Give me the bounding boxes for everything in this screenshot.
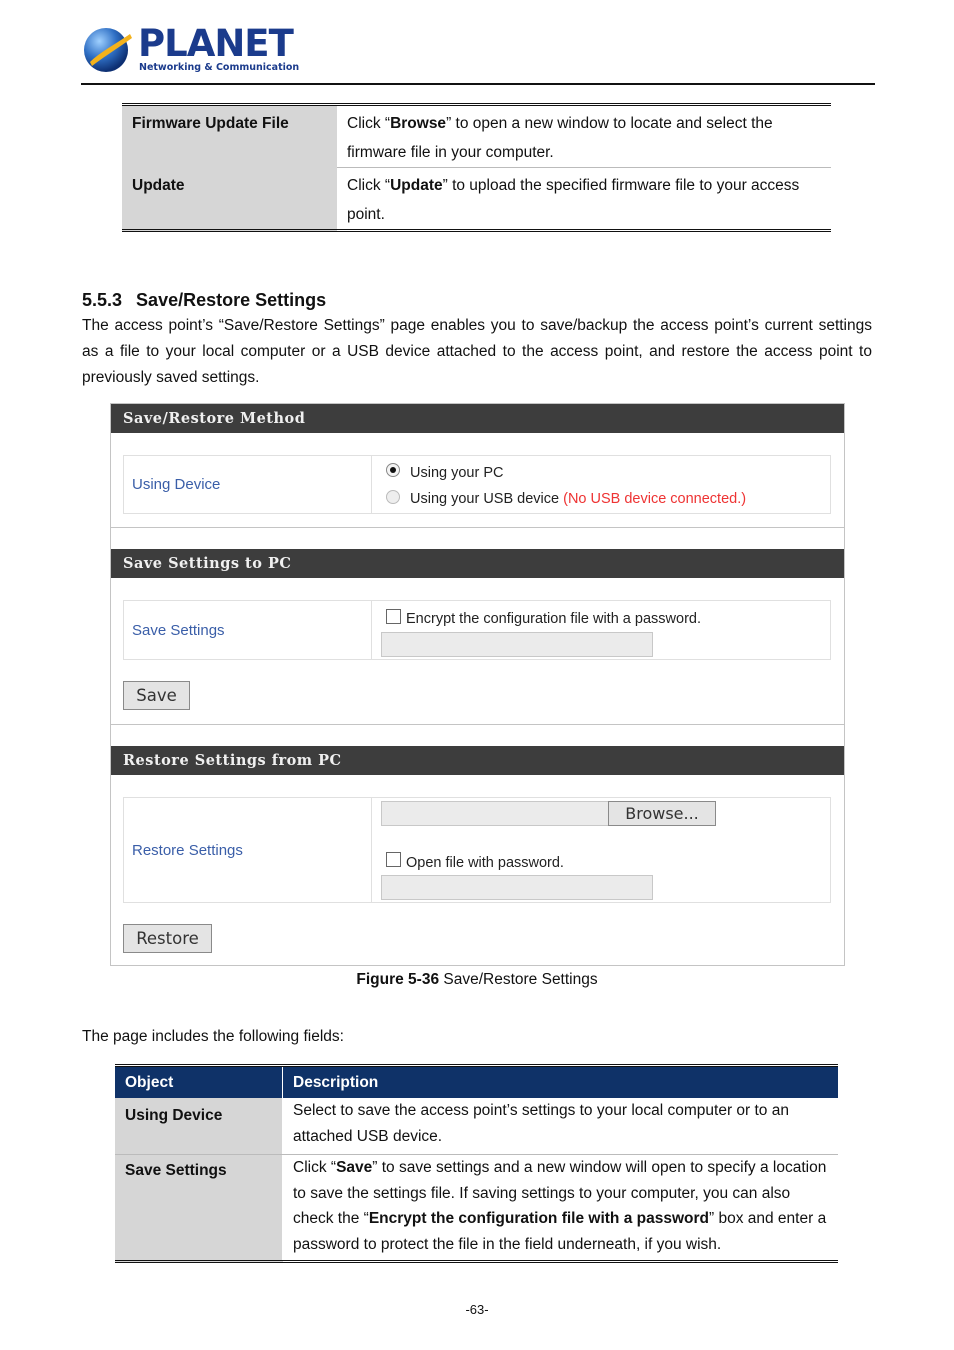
restore-settings-label: Restore Settings [124,798,372,902]
encrypt-password-field[interactable] [381,632,653,657]
panel-divider [111,724,844,725]
panel-divider [111,527,844,528]
header-object: Object [115,1066,283,1099]
open-with-password-label: Open file with password. [406,855,564,871]
save-panel-header: Save Settings to PC [111,549,844,578]
firmware-table [122,103,831,232]
browse-button[interactable]: Browse... [608,801,716,826]
figure-caption: Figure 5-36 Save/Restore Settings [356,971,598,988]
option-pc-label: Using your PC [410,465,504,481]
restore-file-field[interactable] [381,801,609,826]
table-row [122,168,831,231]
object-cell: Using Device [115,1098,283,1155]
description-cell: Click “Save” to save settings and a new window will open to specify a location to save the settings file. If saving settings to your computer, you can also check the “Encrypt the configuration file with a password” box and enter a password to protect the file in the field underneath, if you wish. [293,1159,827,1253]
table-header-row [115,1066,838,1099]
save-button[interactable]: Save [123,681,190,710]
table-row [115,1155,838,1262]
save-restore-screenshot [110,403,845,966]
encrypt-label: Encrypt the configuration file with a password. [406,611,701,627]
header-rule [81,83,875,85]
section-intro: The access point’s “Save/Restore Settings” page enables you to save/backup the access point’s current settings as a file to your local computer or a USB device attached to the access point, and restore the access point to previously saved settings. [82,317,872,386]
object-cell: Update [122,168,337,231]
object-cell: Firmware Update File [122,105,337,168]
encrypt-checkbox[interactable] [386,609,401,624]
description-cell: Click “Browse” to open a new window to locate and select the firmware file in your computer. [337,105,831,168]
open-with-password-checkbox[interactable] [386,852,401,867]
save-settings-row [123,600,831,660]
section-heading: 5.5.3 Save/Restore Settings [82,290,327,310]
planet-logo [82,22,300,78]
radio-using-pc[interactable] [386,463,400,477]
brand-tagline: Networking & Communication [139,62,300,73]
object-cell: Save Settings [115,1155,283,1262]
restore-password-field[interactable] [381,875,653,900]
page-number: -63- [465,1302,489,1317]
radio-using-usb[interactable] [386,490,400,504]
description-cell: Click “Update” to upload the specified firmware file to your access point. [347,177,800,223]
restore-panel-header: Restore Settings from PC [111,746,844,775]
header-description: Description [283,1066,839,1099]
using-device-label: Using Device [124,456,372,513]
restore-settings-row [123,797,831,903]
description-cell: Select to save the access point’s settings to your local computer or to an attached USB device. [283,1098,839,1155]
fields-intro: The page includes the following fields: [82,1028,344,1045]
save-settings-label: Save Settings [124,601,372,659]
restore-button[interactable]: Restore [123,924,212,953]
option-usb-label: Using your USB device [410,491,560,507]
usb-status: (No USB device connected.) [563,491,747,507]
table-row [115,1098,838,1155]
fields-table [115,1064,838,1263]
method-panel-header: Save/Restore Method [111,404,844,433]
brand-name: PLANET [138,22,293,65]
using-device-row [123,455,831,514]
table-row [122,105,831,168]
